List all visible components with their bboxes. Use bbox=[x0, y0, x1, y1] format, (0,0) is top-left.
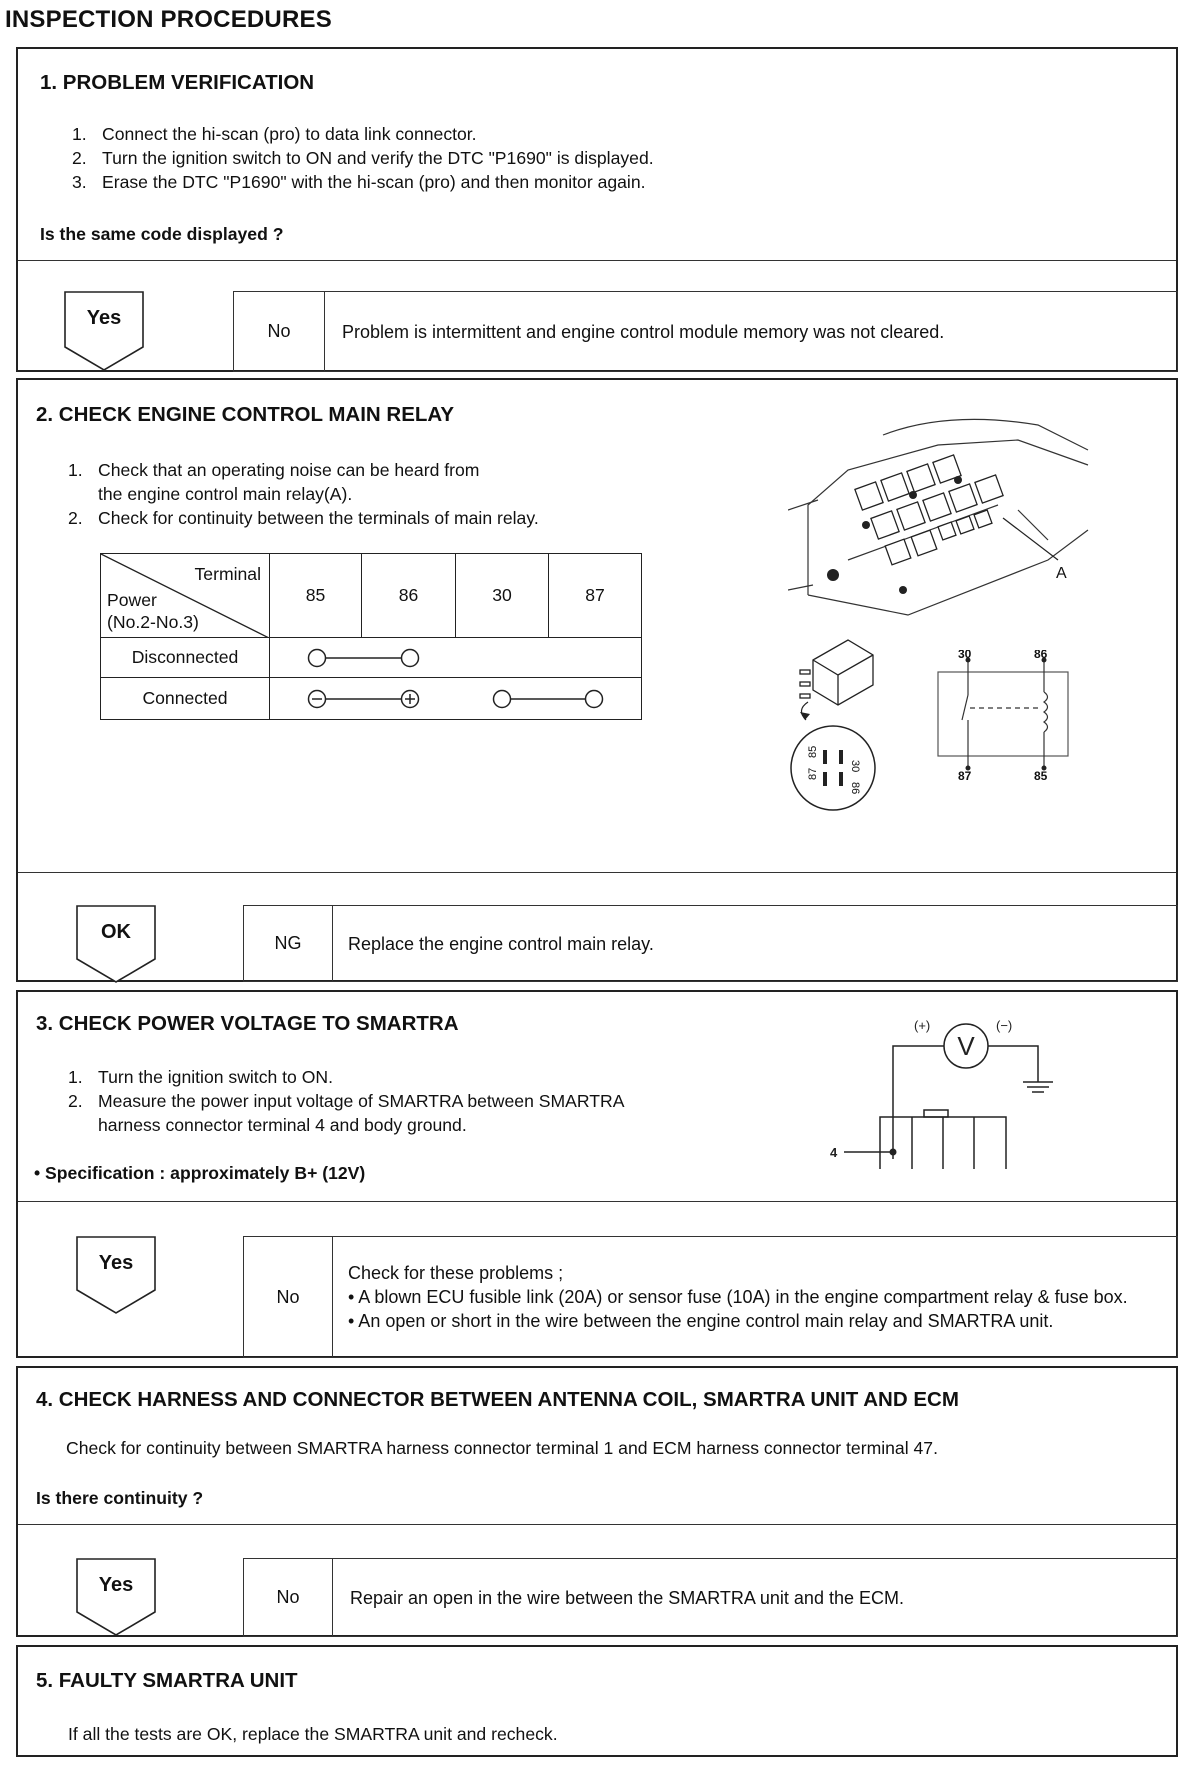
step-2-title: 2. CHECK ENGINE CONTROL MAIN RELAY bbox=[36, 403, 455, 426]
connected-continuity-row bbox=[270, 678, 642, 720]
step-1-content bbox=[18, 49, 1176, 261]
item-text: Check that an operating noise can be heard from bbox=[98, 460, 480, 480]
step-2-ng-branch bbox=[243, 905, 1178, 982]
step-1-question: Is the same code displayed ? bbox=[40, 224, 284, 244]
step-1-no-branch bbox=[233, 291, 1178, 372]
item-number: 2. bbox=[68, 508, 83, 528]
step-3-specification: • Specification : approximately B+ (12V) bbox=[34, 1163, 366, 1183]
item-text: the engine control main relay(A). bbox=[98, 484, 353, 504]
step-3-no-label: No bbox=[244, 1237, 333, 1357]
step-4-yes-arrow bbox=[76, 1558, 156, 1636]
step-4-text: Check for continuity between SMARTRA harness connector terminal 1 and ECM harness connector terminal 47. bbox=[66, 1438, 938, 1458]
relay-schematic-diagram bbox=[928, 650, 1078, 780]
step-1-problem-verification bbox=[16, 47, 1178, 372]
table-header-cell: 85 bbox=[270, 554, 362, 638]
list-item bbox=[72, 170, 654, 194]
step-2-check-main-relay bbox=[16, 378, 1178, 982]
continuity-symbols-connected bbox=[270, 679, 638, 719]
item-number: 1. bbox=[68, 460, 83, 480]
no-text-line: Check for these problems ; bbox=[348, 1263, 564, 1283]
item-text: Connect the hi-scan (pro) to data link connector. bbox=[102, 124, 477, 144]
step-4-yes-label: Yes bbox=[98, 1574, 134, 1596]
plus-terminal-label: (+) bbox=[914, 1018, 931, 1033]
table-row-label: Connected bbox=[101, 678, 270, 720]
list-item bbox=[68, 458, 539, 506]
relay-box-illustration bbox=[788, 410, 1118, 620]
step-5-title: 5. FAULTY SMARTRA UNIT bbox=[36, 1669, 298, 1692]
no-text-bullet: • An open or short in the wire between the engine control main relay and SMARTRA unit. bbox=[348, 1311, 1054, 1331]
no-text-bullet: • A blown ECU fusible link (20A) or sensor fuse (10A) in the engine compartment relay & fuse box. bbox=[348, 1287, 1128, 1307]
step-2-ng-label: NG bbox=[244, 906, 333, 981]
item-text: Turn the ignition switch to ON. bbox=[98, 1067, 334, 1087]
list-item bbox=[72, 122, 654, 146]
step-5-text: If all the tests are OK, replace the SMARTRA unit and recheck. bbox=[68, 1724, 558, 1744]
step-1-no-text: Problem is intermittent and engine control module memory was not cleared. bbox=[342, 321, 945, 342]
list-item bbox=[68, 506, 539, 530]
step-1-yes-label: Yes bbox=[86, 307, 122, 329]
item-text: Check for continuity between the terminals of main relay. bbox=[98, 508, 539, 528]
voltmeter-circuit-diagram bbox=[808, 1014, 1148, 1169]
schematic-86-label: 86 bbox=[1034, 650, 1048, 661]
terminal-85-label: 85 bbox=[807, 745, 819, 758]
item-text: Erase the DTC "P1690" with the hi-scan (pro) and then monitor again. bbox=[102, 172, 646, 192]
step-2-ok-label: OK bbox=[101, 921, 131, 943]
table-header-cell: 87 bbox=[549, 554, 642, 638]
table-header-cell: 30 bbox=[456, 554, 549, 638]
corner-bottom-label: Power bbox=[107, 590, 157, 610]
step-3-content bbox=[18, 992, 1176, 1202]
step-3-title: 3. CHECK POWER VOLTAGE TO SMARTRA bbox=[36, 1012, 459, 1035]
step-3-instructions bbox=[68, 1065, 624, 1137]
step-4-no-label: No bbox=[244, 1559, 333, 1636]
step-4-content bbox=[18, 1368, 1176, 1525]
step-1-yes-arrow bbox=[64, 291, 144, 371]
step-4-no-branch bbox=[243, 1558, 1178, 1637]
table-header-cell: 86 bbox=[362, 554, 456, 638]
item-text: Measure the power input voltage of SMARTRA between SMARTRA bbox=[98, 1091, 625, 1111]
step-2-ng-text: Replace the engine control main relay. bbox=[348, 933, 654, 954]
list-item bbox=[68, 1065, 624, 1089]
step-2-ok-arrow bbox=[76, 905, 156, 983]
schematic-87-label: 87 bbox=[958, 769, 972, 780]
step-5-faulty-smartra-unit bbox=[16, 1645, 1178, 1757]
schematic-85-label: 85 bbox=[1034, 769, 1048, 780]
step-2-instructions bbox=[68, 458, 539, 530]
step-3-yes-label: Yes bbox=[98, 1252, 134, 1274]
step-3-check-power-voltage bbox=[16, 990, 1178, 1358]
continuity-table bbox=[100, 553, 642, 720]
item-number: 1. bbox=[72, 124, 87, 144]
disconnected-continuity-row bbox=[270, 638, 642, 678]
corner-top-label: Terminal bbox=[194, 564, 261, 584]
schematic-30-label: 30 bbox=[958, 650, 972, 661]
item-text: Turn the ignition switch to ON and verify the DTC "P1690" is displayed. bbox=[102, 148, 654, 168]
table-row-label: Disconnected bbox=[101, 638, 270, 678]
callout-a-label: A bbox=[1056, 565, 1067, 582]
item-number: 1. bbox=[68, 1067, 83, 1087]
item-number: 2. bbox=[72, 148, 87, 168]
relay-terminal-illustration bbox=[778, 630, 898, 820]
step-4-check-harness bbox=[16, 1366, 1178, 1637]
step-3-no-text bbox=[348, 1237, 1163, 1357]
item-number: 3. bbox=[72, 172, 87, 192]
step-1-no-label: No bbox=[234, 292, 325, 371]
terminal-87-label: 87 bbox=[807, 767, 819, 780]
step-1-title: 1. PROBLEM VERIFICATION bbox=[40, 71, 315, 94]
list-item bbox=[68, 1089, 624, 1137]
page-title: INSPECTION PROCEDURES bbox=[5, 6, 332, 33]
voltmeter-v-symbol: V bbox=[957, 1031, 975, 1061]
corner-bottom-label-2: (No.2-No.3) bbox=[107, 612, 199, 632]
table-corner-cell bbox=[101, 554, 270, 638]
item-text: harness connector terminal 4 and body ground. bbox=[98, 1115, 467, 1135]
minus-terminal-label: (−) bbox=[996, 1018, 1013, 1033]
continuity-symbol-85-86 bbox=[270, 639, 638, 677]
step-1-instructions bbox=[72, 122, 654, 194]
step-4-question: Is there continuity ? bbox=[36, 1488, 204, 1508]
step-2-content bbox=[18, 380, 1176, 873]
list-item bbox=[72, 146, 654, 170]
terminal-30-label: 30 bbox=[849, 760, 861, 773]
step-4-no-text: Repair an open in the wire between the SMARTRA unit and the ECM. bbox=[350, 1587, 904, 1608]
step-3-no-branch bbox=[243, 1236, 1178, 1358]
item-number: 2. bbox=[68, 1091, 83, 1111]
step-4-title: 4. CHECK HARNESS AND CONNECTOR BETWEEN ANTENNA COIL, SMARTRA UNIT AND ECM bbox=[36, 1388, 959, 1411]
terminal-4-label: 4 bbox=[830, 1145, 838, 1160]
terminal-86-label: 86 bbox=[849, 782, 861, 795]
step-3-yes-arrow bbox=[76, 1236, 156, 1314]
